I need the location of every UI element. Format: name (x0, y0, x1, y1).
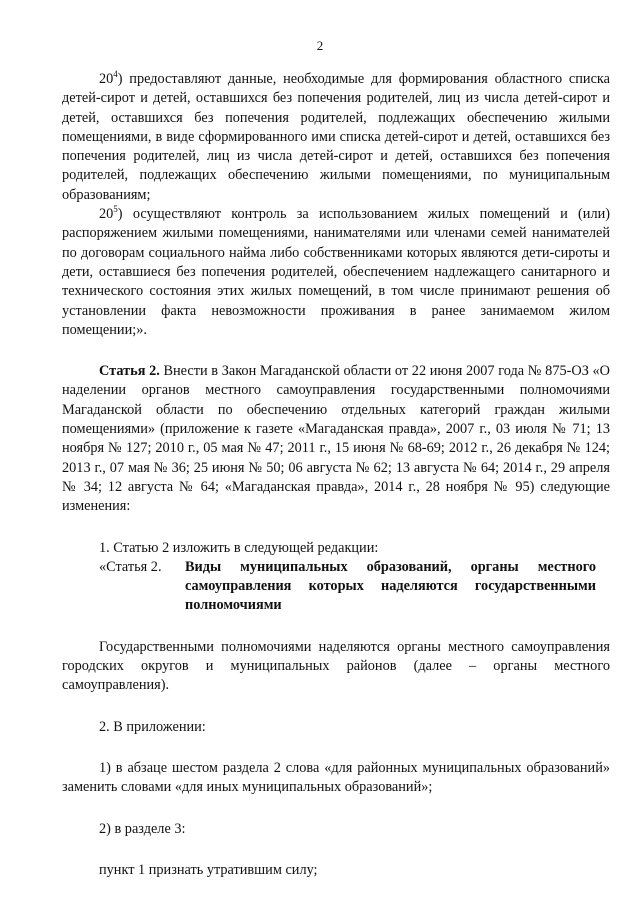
change-2-sub-2: 2) в разделе 3: (99, 820, 186, 837)
change-2-intro: 2. В приложении: (99, 718, 206, 735)
new-article-title: Виды муниципальных образований, органы местного самоуправления которых наделяются государственными полномочиями (185, 558, 596, 614)
change-2-sub-2-item: пункт 1 признать утратившим силу; (99, 861, 318, 878)
item-number: 20 (99, 206, 114, 223)
paragraph-item-20-4 (62, 70, 610, 205)
item-text: ) осуществляют контроль за использованием жилых помещений и (или) распоряжением жилыми помещениями, нанимателями или членами семей нанимателей по договорам социального найма либо собственниками которых являются дети-сироты и дети, оставшиеся без попечения родителей, обеспечением надлежащего санитарного и технического состояния этих жилых помещений, в том числе принимают решения об установлении факта невозможности проживания в ранее занимаемом жилом помещении;». (62, 206, 610, 338)
item-superscript: 5 (113, 204, 118, 215)
paragraph-article-2 (62, 362, 610, 516)
page-number: 2 (316, 38, 324, 53)
article-2-label: Статья 2. (99, 363, 160, 380)
change-1-intro: 1. Статью 2 изложить в следующей редакции: (99, 539, 379, 556)
new-article-heading (62, 558, 610, 616)
article-2-text: Внести в Закон Магаданской области от 22 июня 2007 года № 875-ОЗ «О наделении органов местного самоуправления государственными полномочиями Магаданской области по обеспечению отдельных категорий граждан жилыми помещениями» (приложение к газете «Магаданская правда», 2007 г., 03 июля № 71; 13 ноября № 127; 2010 г., 05 мая № 47; 2011 г., 15 июня № 68-69; 2012 г., 26 декабря № 124; 2013 г., 07 мая № 36; 25 июня № 50; 06 августа № 62; 13 августа № 64; 2014 г., 29 апреля № 34; 12 августа № 64; «Магаданская правда», 2014 г., 28 ноября № 95) следующие изменения: (62, 363, 610, 515)
item-superscript: 4 (113, 69, 118, 80)
new-article-body: Государственными полномочиями наделяются органы местного самоуправления городских округов и муниципальных районов (далее – органы местного самоуправления). (62, 638, 610, 694)
document-body (62, 70, 610, 880)
item-number: 20 (99, 71, 114, 87)
paragraph-item-20-5 (62, 205, 610, 340)
item-text: ) предоставляют данные, необходимые для формирования областного списка детей-сирот и детей, оставшихся без попечения родителей, лиц из числа детей-сирот и детей, оставшихся без попечения родителей, подлежащих обеспечению жилыми помещениями, в виде сформированного ими списка детей-сирот и детей, оставшихся без попечения родителей, лиц из числа детей-сирот и детей, оставшихся без попечения родителей, подлежащих обеспечению жилыми помещениями, по муниципальным образованиям; (62, 71, 610, 203)
change-2-sub-1: 1) в абзаце шестом раздела 2 слова «для районных муниципальных образований» заменить словами «для иных муниципальных образований»; (62, 759, 610, 796)
new-article-label: «Статья 2. (99, 558, 162, 575)
